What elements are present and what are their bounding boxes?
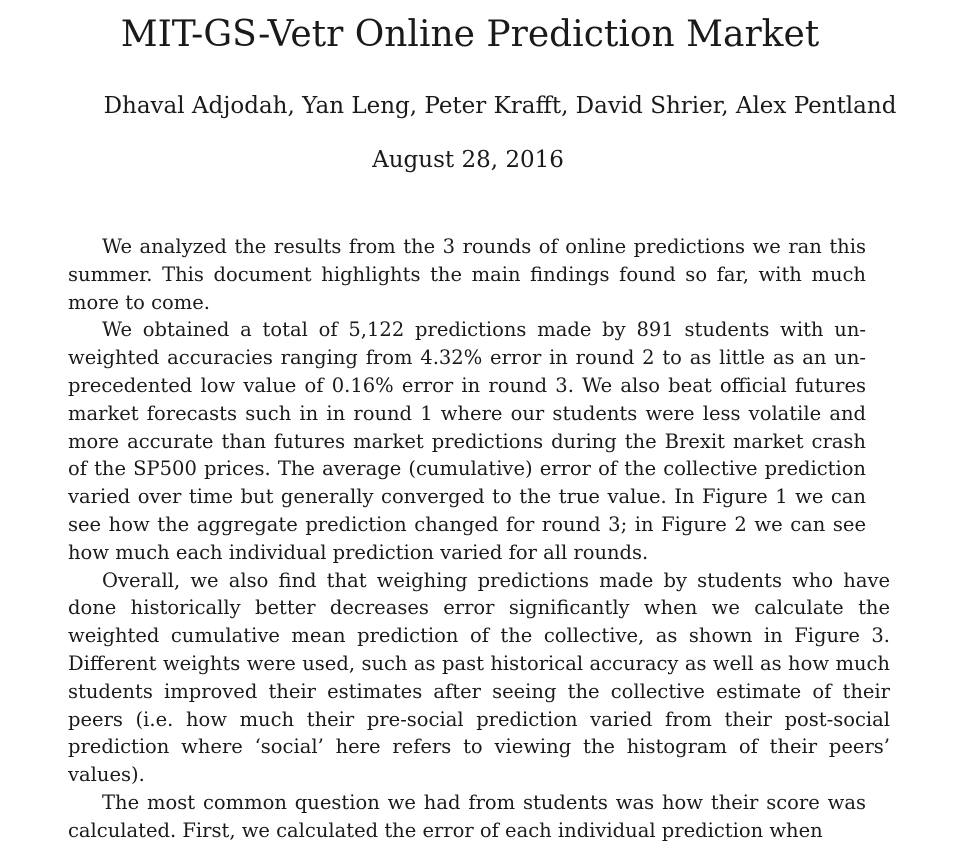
paragraph-scoring: The most common question we had from students was how their score was calculated. First, we calculated the error of each individual prediction when bbox=[68, 790, 866, 842]
paragraph-weighting: Overall, we also find that weighing predictions made by students who have done historically better decreases error significantly when we calculate the weighted cumulative mean prediction of the collective, as shown in Figure 3. Different weights were used, such as past historical accuracy as well as how much students improved their estimates after seeing the collective estimate of their peers (i.e. how much their pre-social prediction varied from their post-social prediction where ‘social’ here refers to viewing the histogram of their peers’ values). bbox=[68, 568, 890, 787]
paper-title: MIT-GS-Vetr Online Prediction Market bbox=[120, 14, 820, 55]
paragraph-results: We obtained a total of 5,122 predictions made by 891 students with unweighted accuracies ranging from 4.32% error in round 2 to as little as an unprecedented low value of 0.16% error in round 3. We also beat official futures market forecasts such in in round 1 where our students were less volatile and more accurate than futures market predictions during the Brexit market crash of the SP500 prices. The average (cumulative) error of the collective prediction varied over time but generally converged to the true value. In Figure 1 we can see how the aggregate prediction changed for round 3; in Figure 2 we can see how much each individual prediction varied for all rounds. bbox=[68, 318, 866, 564]
paragraph-intro: We analyzed the results from the 3 rounds of online predictions we ran this summer. This document highlights the main findings found so far, with much more to come. bbox=[68, 235, 866, 314]
author-list: Dhaval Adjodah, Yan Leng, Peter Krafft, David Shrier, Alex Pentland bbox=[103, 93, 897, 119]
paper-date: August 28, 2016 bbox=[372, 147, 564, 173]
body-text bbox=[68, 233, 890, 845]
